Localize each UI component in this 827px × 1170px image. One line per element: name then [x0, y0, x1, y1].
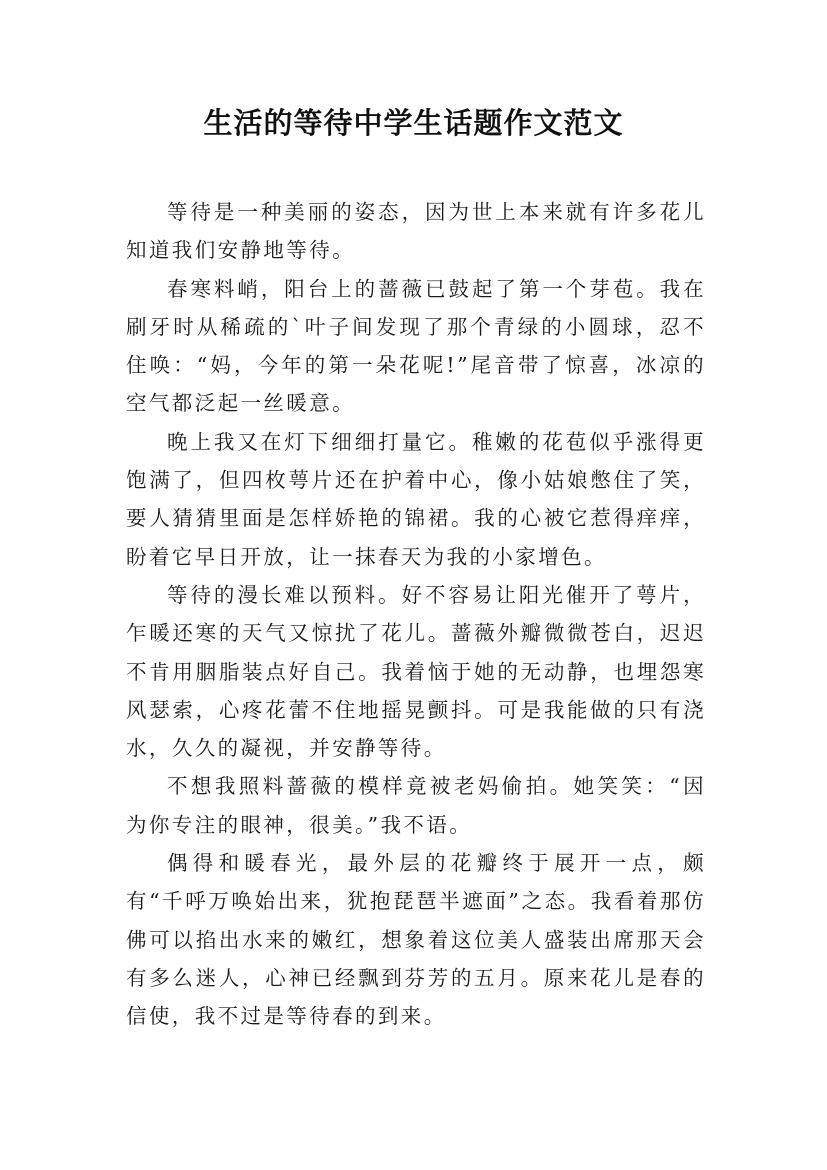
document-body [126, 193, 706, 1036]
paragraph: 不想我照料蔷薇的模样竟被老妈偷拍。她笑笑：“因为你专注的眼神，很美。”我不语。 [126, 774, 706, 837]
paragraph: 春寒料峭，阳台上的蔷薇已鼓起了第一个芽苞。我在刷牙时从稀疏的`叶子间发现了那个青绿的小圆球，忍不住唤：“妈，今年的第一朵花呢!”尾音带了惊喜，冰凉的空气都泛起一丝暖意。 [126, 276, 706, 416]
paragraph: 偶得和暖春光，最外层的花瓣终于展开一点，颇有“千呼万唤始出来，犹抱琵琶半遮面”之态。我看着那仿佛可以掐出水来的嫩红，想象着这位美人盛装出席那天会有多么迷人，心神已经飘到芬芳的五月。原来花儿是春的信使，我不过是等待春的到来。 [126, 851, 706, 1029]
document-title: 生活的等待中学生话题作文范文 [203, 106, 624, 140]
paragraph: 等待的漫长难以预料。好不容易让阳光催开了萼片，乍暖还寒的天气又惊扰了花儿。蔷薇外瓣微微苍白，迟迟不肯用胭脂装点好自己。我着恼于她的无动静，也埋怨寒风瑟索，心疼花蕾不住地摇晃颤抖。可是我能做的只有浇水，久久的凝视，并安静等待。 [126, 582, 706, 761]
paragraph: 晚上我又在灯下细细打量它。稚嫩的花苞似乎涨得更饱满了，但四枚萼片还在护着中心，像小姑娘憋住了笑，要人猜猜里面是怎样娇艳的锦裙。我的心被它惹得痒痒，盼着它早日开放，让一抹春天为我的小家增色。 [126, 429, 706, 569]
paragraph: 等待是一种美丽的姿态，因为世上本来就有许多花儿知道我们安静地等待。 [126, 200, 706, 263]
